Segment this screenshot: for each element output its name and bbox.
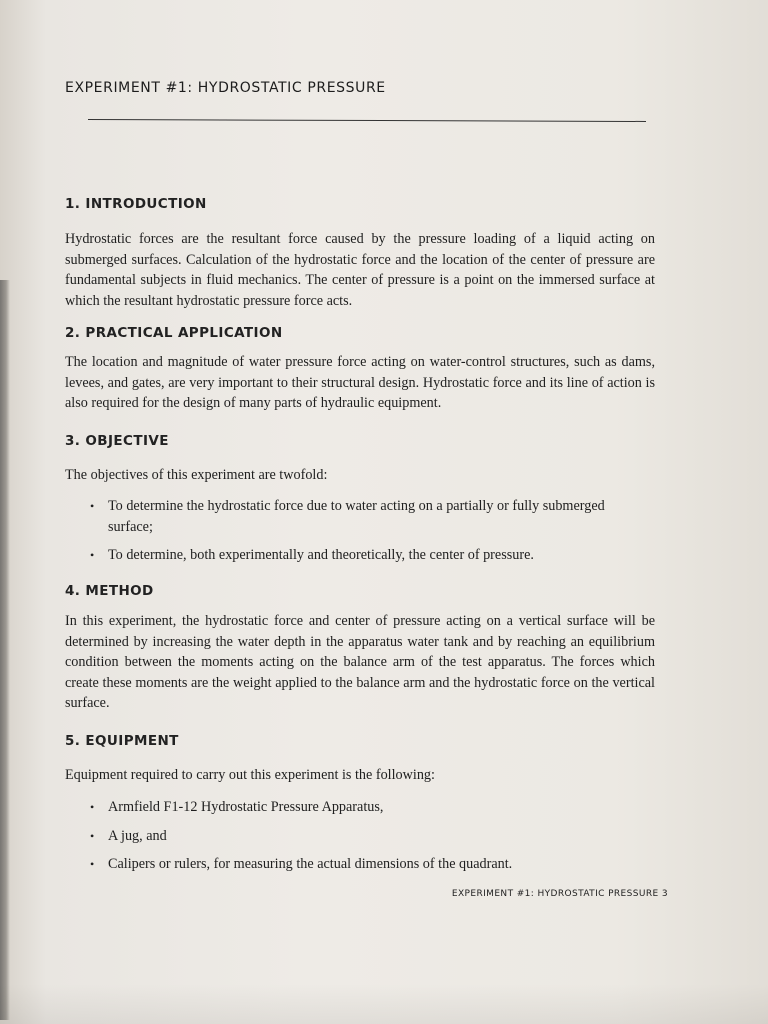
objective-intro-paragraph: The objectives of this experiment are twofold:: [65, 467, 328, 483]
section-heading-introduction: 1. INTRODUCTION: [65, 196, 207, 212]
bullet-icon: •: [90, 800, 95, 814]
equipment-intro-paragraph: Equipment required to carry out this experiment is the following:: [65, 767, 435, 783]
list-item: [88, 545, 648, 566]
list-item-text: A jug, and: [108, 827, 167, 844]
objective-list: [88, 496, 648, 574]
list-item: [88, 826, 648, 847]
bullet-icon: •: [90, 857, 95, 871]
list-item: [88, 854, 648, 875]
list-item-text: Calipers or rulers, for measuring the actual dimensions of the quadrant.: [108, 856, 513, 872]
list-item-text: Armfield F1-12 Hydrostatic Pressure Apparatus,: [108, 799, 384, 815]
section-heading-practical-application: 2. PRACTICAL APPLICATION: [65, 325, 283, 341]
practical-application-paragraph: The location and magnitude of water pressure force acting on water-control structures, such as dams, levees, and gates, are very important to their structural design. Hydrostatic force and its line of action is also required for the design of many parts of hydraulic equipment.: [65, 354, 655, 411]
page-title: EXPERIMENT #1: HYDROSTATIC PRESSURE: [65, 80, 386, 96]
section-heading-equipment: 5. EQUIPMENT: [65, 733, 179, 749]
section-heading-objective: 3. OBJECTIVE: [65, 433, 169, 449]
title-divider: [88, 119, 646, 122]
page-binding-shadow: [0, 280, 10, 1020]
bullet-icon: •: [90, 828, 95, 843]
introduction-paragraph: Hydrostatic forces are the resultant force caused by the pressure loading of a liquid acting on submerged surfaces. Calculation of the hydrostatic force and the location of the center of pressure are fundamental subjects in fluid mechanics. The center of pressure is a point on the immersed surface at which the resultant hydrostatic pressure force acts.: [65, 231, 655, 309]
list-item-text: To determine the hydrostatic force due to water acting on a partially or fully submerged surface;: [108, 498, 605, 535]
equipment-list: [88, 797, 648, 883]
section-heading-method: 4. METHOD: [65, 583, 154, 599]
list-item: [88, 797, 648, 818]
bullet-icon: •: [90, 499, 95, 513]
page-footer: EXPERIMENT #1: HYDROSTATIC PRESSURE 3: [451, 889, 668, 899]
method-paragraph: In this experiment, the hydrostatic force and center of pressure acting on a vertical surface will be determined by increasing the water depth in the apparatus water tank and by reaching an equilibrium condition between the moments acting on the balance arm of the test apparatus. The forces which create these moments are the weight applied to the balance arm and the hydrostatic force on the vertical surface.: [65, 613, 655, 711]
list-item-text: To determine, both experimentally and theoretically, the center of pressure.: [108, 547, 534, 563]
list-item: [88, 496, 648, 537]
bullet-icon: •: [90, 548, 95, 562]
page-bottom-shadow: [0, 984, 768, 1024]
